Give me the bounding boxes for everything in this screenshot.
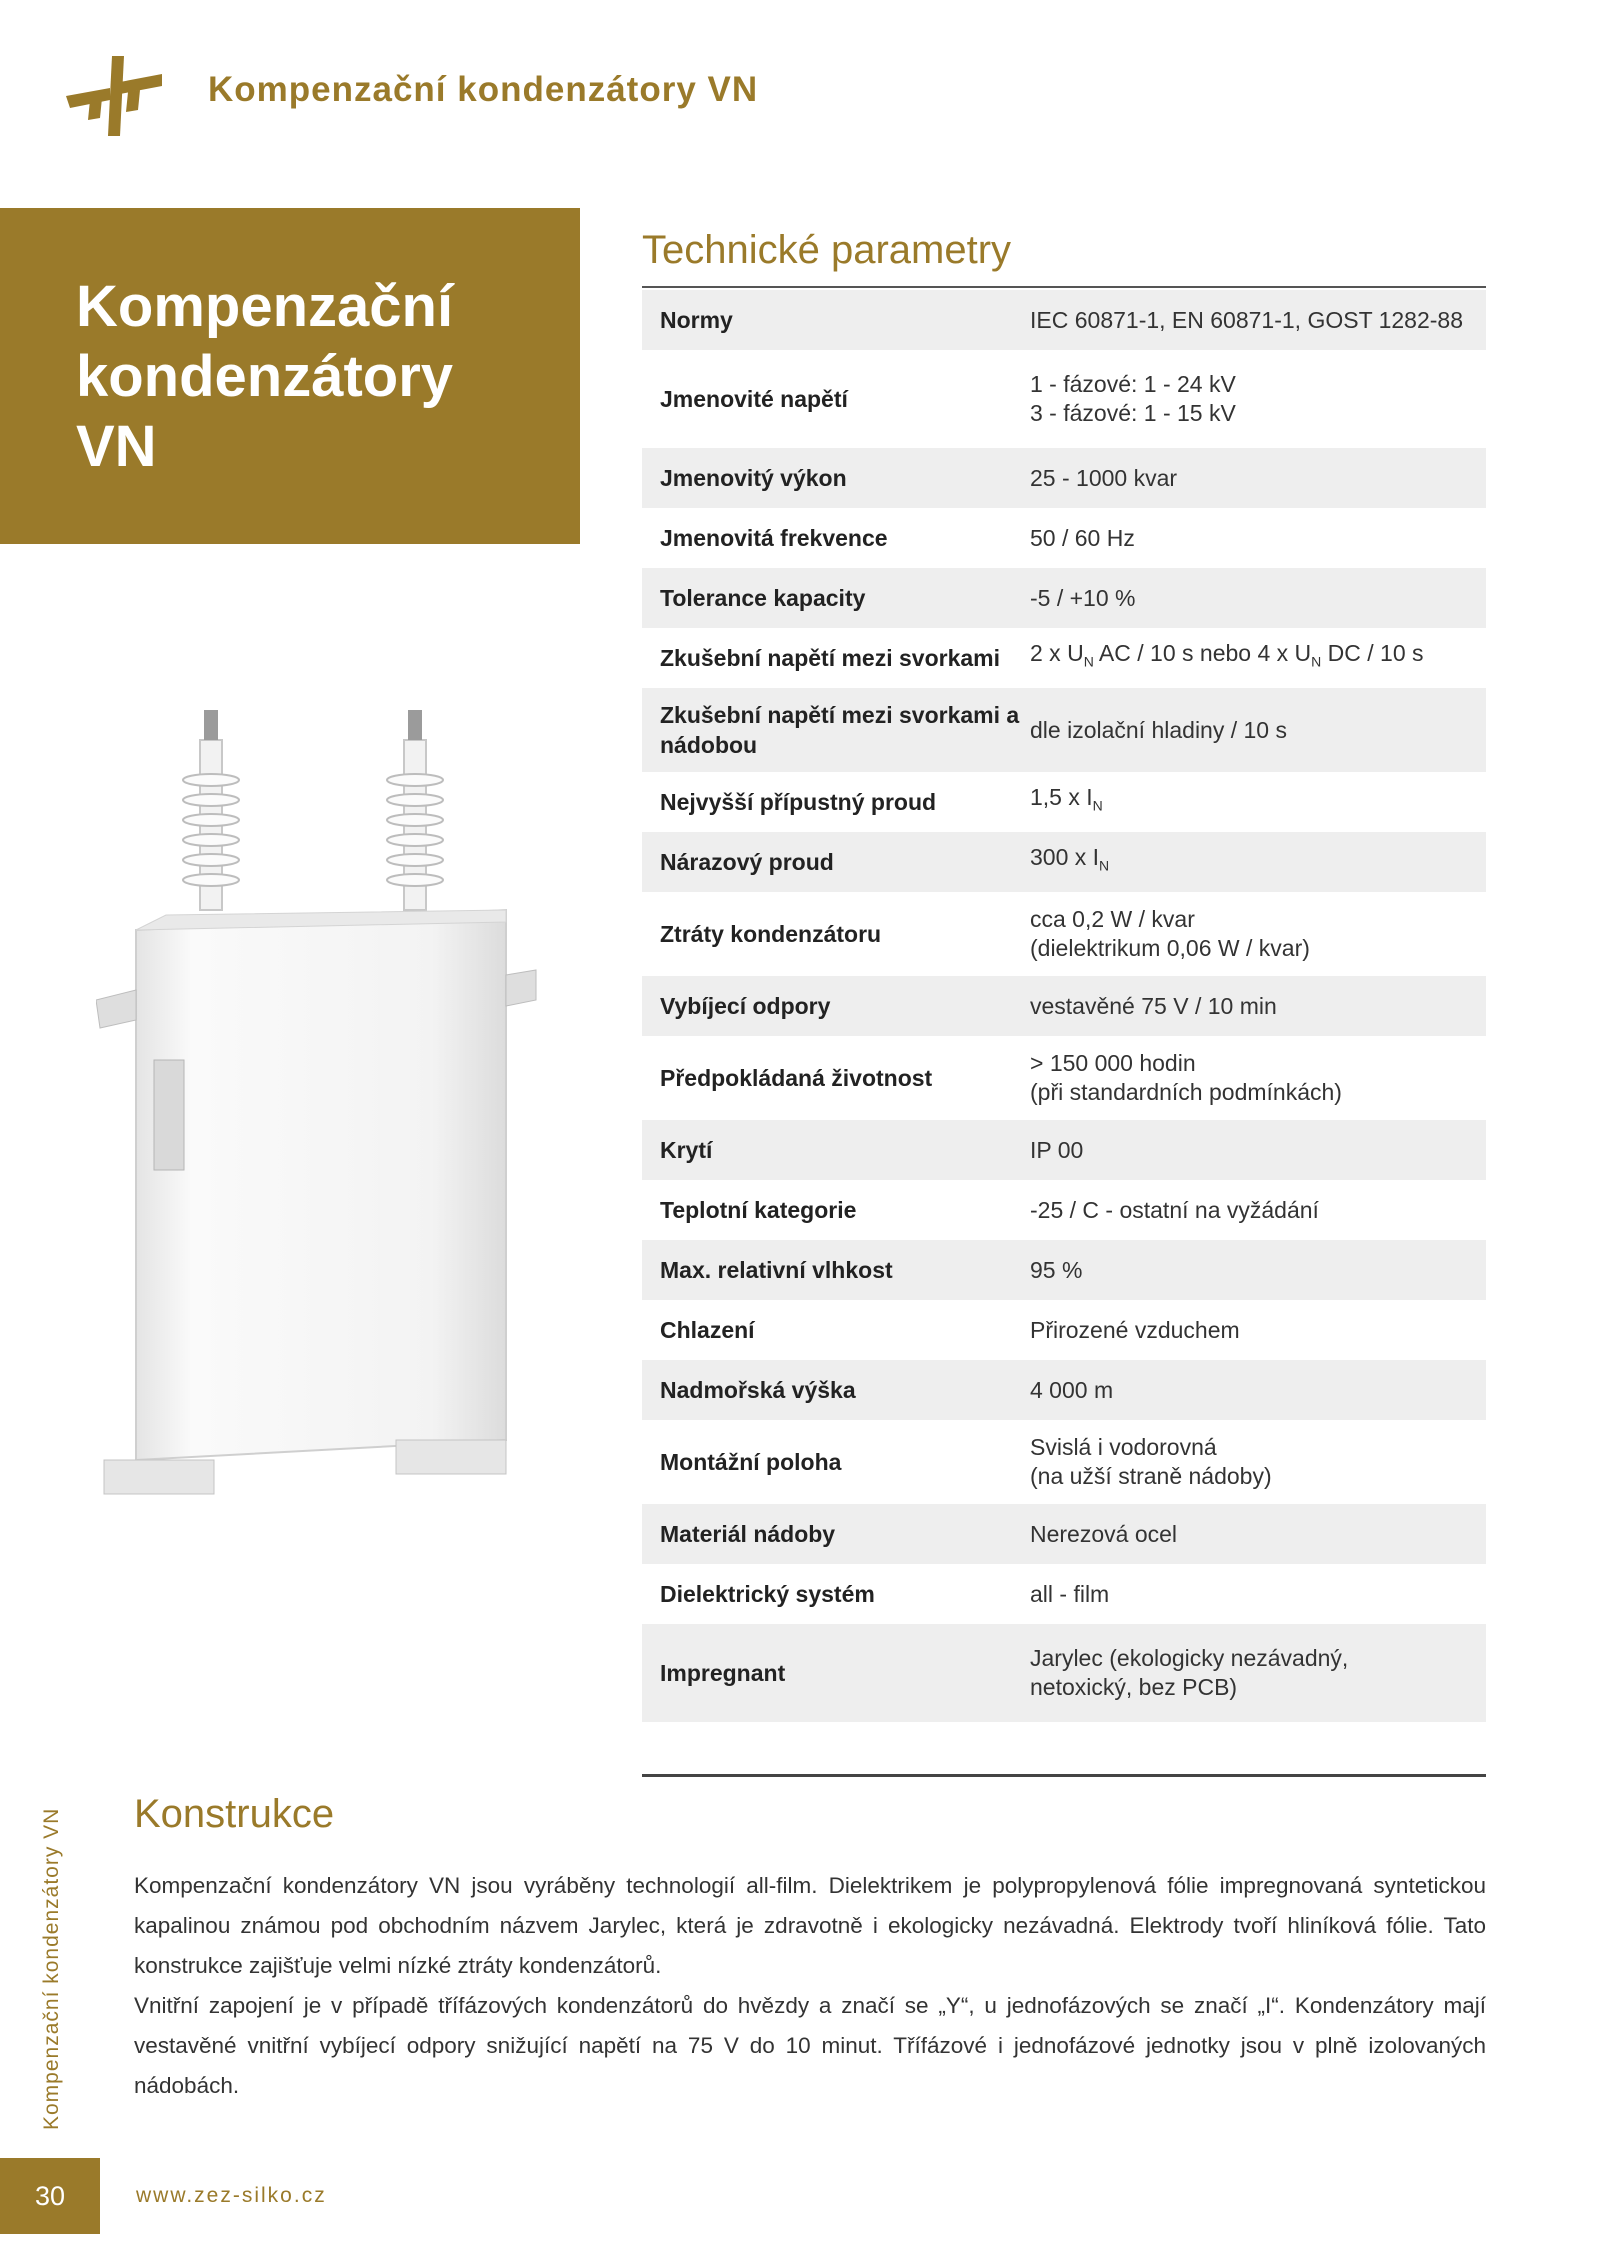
param-value [1030, 350, 1476, 448]
zez-silko-logo-icon [66, 56, 162, 136]
param-key: Dielektrický systém [660, 1581, 875, 1607]
param-value-line: dle izolační hladiny / 10 s [1030, 716, 1287, 743]
param-value-line: all - film [1030, 1580, 1110, 1607]
param-value [1030, 628, 1476, 688]
param-value-line: (při standardních podmínkách) [1030, 1079, 1342, 1105]
construction-paragraph: Vnitřní zapojení je v případě třífázových kondenzátorů do hvězdy a značí se „Y“, u jednofázových se značí „I“. Kondenzátory mají vestavěné vnitřní vybíjecí odpory snižující napětí na 75 V do 10 minut. Třífázové i jednofázové jednotky jsou v plně izolovaných nádobách. [134, 1993, 1486, 2098]
param-value-line [1030, 639, 1476, 677]
param-value-line: cca 0,2 W / kvar [1030, 906, 1195, 932]
param-value [1030, 1624, 1476, 1722]
value-text: DC / 10 s [1321, 640, 1424, 667]
param-row [642, 508, 1486, 568]
param-row [642, 1624, 1486, 1722]
param-row [642, 1420, 1486, 1504]
param-value [1030, 448, 1476, 508]
param-value-line: Nerezová ocel [1030, 1520, 1178, 1547]
param-value-line [1030, 843, 1476, 881]
param-value-line [1030, 783, 1476, 821]
param-key: Chlazení [660, 1317, 755, 1343]
hero-title-line: kondenzátory [76, 344, 454, 409]
param-value [1030, 1420, 1476, 1504]
page-number: 30 [0, 2158, 100, 2234]
param-value [1030, 832, 1476, 892]
subscript: N [1083, 653, 1094, 670]
param-row [642, 1300, 1486, 1360]
tech-params-title: Technické parametry [642, 228, 1012, 272]
param-value-line: -25 / C - ostatní na vyžádání [1030, 1196, 1319, 1223]
param-value [1030, 892, 1476, 976]
param-value [1030, 1360, 1476, 1420]
param-key: Předpokládaná životnost [660, 1065, 933, 1091]
param-row [642, 772, 1486, 832]
param-value [1030, 290, 1476, 350]
param-value [1030, 1564, 1476, 1624]
param-key: Krytí [660, 1137, 713, 1163]
param-row [642, 290, 1486, 350]
param-row [642, 1504, 1486, 1564]
value-text: AC / 10 s nebo 4 x U [1093, 640, 1312, 667]
param-value [1030, 976, 1476, 1036]
param-value-line: vestavěné 75 V / 10 min [1030, 992, 1277, 1019]
construction-paragraph: Kompenzační kondenzátory VN jsou vyráběny technologií all-film. Dielektrikem je polypropylenová fólie impregnovaná syntetickou kapalinou známou pod obchodním názvem Jarylec, která je zdravotně i ekologicky nezávadná. Elektrody tvoří hliníková fólie. Tato konstrukce zajišťuje velmi nízké ztráty kondenzátorů. [134, 1873, 1486, 1978]
param-key: Ztráty kondenzátoru [660, 921, 882, 947]
divider [642, 1774, 1486, 1777]
param-value-line: netoxický, bez PCB) [1030, 1674, 1238, 1700]
subscript: N [1092, 797, 1103, 814]
param-row [642, 1564, 1486, 1624]
divider [642, 286, 1486, 288]
param-key: Nadmořská výška [660, 1377, 856, 1403]
param-value-line: IEC 60871-1, EN 60871-1, GOST 1282-88 [1030, 306, 1464, 333]
construction-title: Konstrukce [134, 1792, 335, 1836]
param-row [642, 832, 1486, 892]
header-title: Kompenzační kondenzátory VN [208, 70, 759, 109]
param-row [642, 1240, 1486, 1300]
param-key: Materiál nádoby [660, 1521, 836, 1547]
param-value [1030, 1300, 1476, 1360]
param-value [1030, 688, 1476, 772]
param-value [1030, 1180, 1476, 1240]
param-value [1030, 1120, 1476, 1180]
param-value [1030, 568, 1476, 628]
param-key: Max. relativní vlhkost [660, 1257, 893, 1283]
side-label: Kompenzační kondenzátory VN [40, 1807, 63, 2130]
param-row [642, 568, 1486, 628]
hero-title-line: Kompenzační [76, 274, 454, 339]
param-key: Jmenovitá frekvence [660, 525, 888, 551]
param-value [1030, 1504, 1476, 1564]
param-value-line: 95 % [1030, 1256, 1083, 1283]
param-key: Nárazový proud [660, 849, 834, 875]
param-row [642, 1036, 1486, 1120]
param-key: Montážní poloha [660, 1449, 842, 1475]
param-value [1030, 1036, 1476, 1120]
param-row [642, 976, 1486, 1036]
param-value-line: (dielektrikum 0,06 W / kvar) [1030, 935, 1310, 961]
param-row [642, 1180, 1486, 1240]
param-value-line: 25 - 1000 kvar [1030, 464, 1178, 491]
param-key: Nejvyšší přípustný proud [660, 789, 937, 815]
param-value-line: 50 / 60 Hz [1030, 524, 1135, 551]
hv-capacitor-photo [96, 700, 566, 1520]
hero-title-line: VN [76, 414, 157, 479]
hero-title [76, 272, 556, 482]
param-key: Zkušební napětí mezi svorkami [660, 645, 1001, 671]
param-value [1030, 772, 1476, 832]
param-value-line: 1 - fázové: 1 - 24 kV [1030, 371, 1236, 397]
param-key: Jmenovitý výkon [660, 465, 847, 491]
param-key: Impregnant [660, 1660, 786, 1686]
param-value-line: Přirozené vzduchem [1030, 1316, 1240, 1343]
value-text: 1,5 x I [1030, 784, 1093, 811]
param-row [642, 628, 1486, 688]
construction-body [134, 1866, 1486, 2106]
param-value [1030, 508, 1476, 568]
subscript: N [1311, 653, 1322, 670]
param-row [642, 1360, 1486, 1420]
param-key: Teplotní kategorie [660, 1197, 857, 1223]
param-key: Jmenovité napětí [660, 386, 848, 412]
param-value-line: IP 00 [1030, 1136, 1084, 1163]
value-text: 2 x U [1030, 640, 1084, 667]
param-value-line: 4 000 m [1030, 1376, 1114, 1403]
subscript: N [1099, 857, 1110, 874]
param-value-line: -5 / +10 % [1030, 584, 1136, 611]
footer-url[interactable]: www.zez-silko.cz [136, 2184, 327, 2207]
param-value-line: > 150 000 hodin [1030, 1050, 1196, 1076]
param-key: Vybíjecí odpory [660, 993, 831, 1019]
param-value-line: 3 - fázové: 1 - 15 kV [1030, 400, 1236, 426]
param-value-line: (na užší straně nádoby) [1030, 1463, 1272, 1489]
param-row [642, 448, 1486, 508]
param-row [642, 688, 1486, 772]
param-row [642, 892, 1486, 976]
param-key: Normy [660, 307, 733, 333]
param-row [642, 350, 1486, 448]
param-value-line: Svislá i vodorovná [1030, 1434, 1217, 1460]
param-row [642, 1120, 1486, 1180]
value-text: 300 x I [1030, 844, 1100, 871]
param-value-line: Jarylec (ekologicky nezávadný, [1030, 1645, 1349, 1671]
param-key: Tolerance kapacity [660, 585, 866, 611]
param-key: Zkušební napětí mezi svorkami a nádobou [660, 702, 1020, 758]
param-value [1030, 1240, 1476, 1300]
hero-banner [0, 208, 580, 544]
